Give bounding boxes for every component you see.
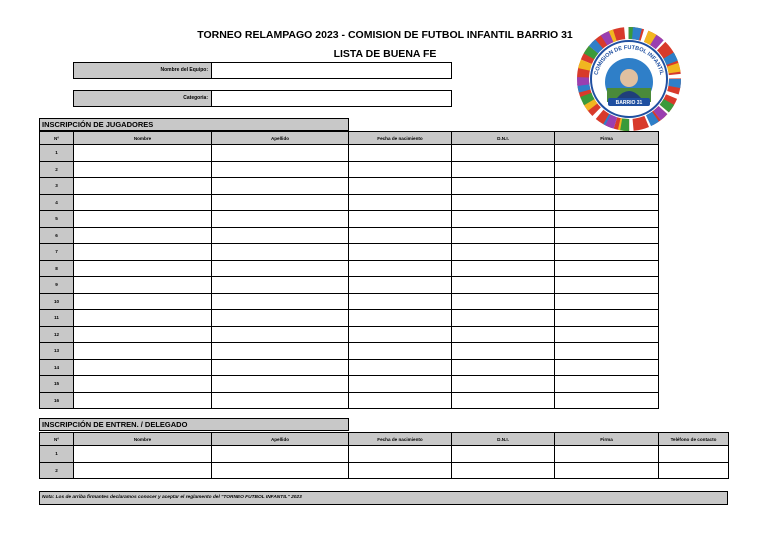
player-face-icon [620,69,638,87]
staff-column-header: Firma [555,433,659,446]
player-cell[interactable] [212,359,349,376]
player-row [40,392,659,409]
player-cell[interactable] [555,244,659,261]
club-logo [571,26,687,132]
player-cell[interactable] [349,161,452,178]
player-cell[interactable] [452,145,555,162]
player-cell[interactable] [212,227,349,244]
staff-row-number: 2 [40,462,74,479]
player-cell[interactable] [452,326,555,343]
staff-column-header: Apellido [212,433,349,446]
category-row [73,90,452,107]
player-cell[interactable] [452,343,555,360]
player-row [40,227,659,244]
staff-cell[interactable] [555,446,659,463]
player-row-number: 10 [40,293,74,310]
player-cell[interactable] [74,227,212,244]
player-cell[interactable] [212,326,349,343]
player-column-header: D.N.I. [452,132,555,145]
player-cell[interactable] [555,277,659,294]
player-cell[interactable] [452,293,555,310]
player-cell[interactable] [349,343,452,360]
player-cell[interactable] [212,211,349,228]
player-row [40,194,659,211]
player-row-number: 1 [40,145,74,162]
category-label: Categoria: [74,91,212,106]
player-cell[interactable] [555,194,659,211]
player-row-number: 8 [40,260,74,277]
staff-table [39,432,729,479]
staff-cell[interactable] [212,462,349,479]
player-cell[interactable] [349,211,452,228]
player-cell[interactable] [74,211,212,228]
staff-row [40,446,729,463]
staff-cell[interactable] [659,462,729,479]
player-cell[interactable] [74,194,212,211]
staff-cell[interactable] [452,462,555,479]
player-cell[interactable] [452,376,555,393]
player-cell[interactable] [349,145,452,162]
player-cell[interactable] [212,260,349,277]
regulation-note: Nota: Los de arriba firmantes declaramos conocer y aceptar el reglamento del "TORNEO FUTBOL INFANTIL" 2023 [39,491,728,505]
team-name-row [73,62,452,79]
player-cell[interactable] [452,260,555,277]
player-cell[interactable] [555,161,659,178]
staff-section-title: INSCRIPCIÓN DE ENTREN. / DELEGADO [39,418,349,431]
player-row-number: 7 [40,244,74,261]
player-cell[interactable] [555,343,659,360]
player-row [40,277,659,294]
player-cell[interactable] [74,293,212,310]
player-row-number: 14 [40,359,74,376]
player-row-number: 16 [40,392,74,409]
player-cell[interactable] [212,392,349,409]
player-row [40,145,659,162]
team-name-label: Nombre del Equipo: [74,63,212,78]
player-cell[interactable] [349,277,452,294]
player-cell[interactable] [74,359,212,376]
player-column-header: Fecha de nacimiento [349,132,452,145]
player-cell[interactable] [555,145,659,162]
player-cell[interactable] [212,178,349,195]
player-cell[interactable] [212,343,349,360]
player-cell[interactable] [555,260,659,277]
player-row [40,343,659,360]
player-row-number: 3 [40,178,74,195]
team-name-field[interactable] [212,63,451,78]
staff-column-header: Nº [40,433,74,446]
player-cell[interactable] [349,310,452,327]
staff-cell[interactable] [74,446,212,463]
player-cell[interactable] [452,161,555,178]
staff-cell[interactable] [349,462,452,479]
player-row [40,293,659,310]
player-cell[interactable] [349,293,452,310]
player-row [40,211,659,228]
staff-column-header: D.N.I. [452,433,555,446]
player-cell[interactable] [452,392,555,409]
player-row [40,244,659,261]
staff-row-number: 1 [40,446,74,463]
player-row [40,376,659,393]
player-cell[interactable] [452,359,555,376]
staff-column-header: Teléfono de contacto [659,433,729,446]
players-section-title: INSCRIPCIÓN DE JUGADORES [39,118,349,131]
player-cell[interactable] [74,260,212,277]
staff-header-row [40,433,729,446]
player-column-header: Apellido [212,132,349,145]
staff-row [40,462,729,479]
logo-ring-text: COMISION DE FUTBOL INFANTIL [593,44,665,76]
player-cell[interactable] [555,211,659,228]
players-header-row [40,132,659,145]
player-cell[interactable] [555,326,659,343]
staff-cell[interactable] [212,446,349,463]
player-cell[interactable] [555,293,659,310]
player-cell[interactable] [74,343,212,360]
category-field[interactable] [212,91,451,106]
player-cell[interactable] [212,145,349,162]
player-cell[interactable] [452,178,555,195]
player-cell[interactable] [212,194,349,211]
player-row-number: 6 [40,227,74,244]
player-row-number: 12 [40,326,74,343]
staff-cell[interactable] [349,446,452,463]
players-table [39,131,659,409]
player-cell[interactable] [349,260,452,277]
player-row-number: 11 [40,310,74,327]
player-cell[interactable] [74,277,212,294]
staff-cell[interactable] [555,462,659,479]
player-row-number: 15 [40,376,74,393]
player-row [40,178,659,195]
player-row-number: 2 [40,161,74,178]
logo-badge-text: BARRIO 31 [615,100,643,106]
staff-cell[interactable] [659,446,729,463]
player-cell[interactable] [349,376,452,393]
player-column-header: Firma [555,132,659,145]
staff-column-header: Nombre [74,433,212,446]
player-cell[interactable] [74,326,212,343]
player-cell[interactable] [212,161,349,178]
player-cell[interactable] [74,310,212,327]
player-cell[interactable] [555,376,659,393]
player-cell[interactable] [452,227,555,244]
staff-cell[interactable] [452,446,555,463]
player-row [40,359,659,376]
player-row-number: 13 [40,343,74,360]
player-cell[interactable] [555,178,659,195]
player-cell[interactable] [349,194,452,211]
player-cell[interactable] [74,392,212,409]
player-row-number: 5 [40,211,74,228]
player-cell[interactable] [349,392,452,409]
player-cell[interactable] [212,310,349,327]
player-cell[interactable] [212,277,349,294]
player-cell[interactable] [452,194,555,211]
player-cell[interactable] [212,244,349,261]
player-cell[interactable] [74,145,212,162]
player-cell[interactable] [74,178,212,195]
player-cell[interactable] [349,359,452,376]
player-cell[interactable] [555,392,659,409]
player-cell[interactable] [74,376,212,393]
player-row-number: 4 [40,194,74,211]
player-cell[interactable] [555,227,659,244]
player-cell[interactable] [452,310,555,327]
player-cell[interactable] [74,244,212,261]
player-cell[interactable] [349,326,452,343]
staff-cell[interactable] [74,462,212,479]
player-cell[interactable] [452,277,555,294]
staff-column-header: Fecha de nacimiento [349,433,452,446]
player-cell[interactable] [555,359,659,376]
player-cell[interactable] [349,244,452,261]
player-cell[interactable] [349,227,452,244]
player-row [40,161,659,178]
player-cell[interactable] [349,178,452,195]
player-row-number: 9 [40,277,74,294]
player-cell[interactable] [452,211,555,228]
player-row [40,310,659,327]
player-cell[interactable] [212,293,349,310]
player-column-header: Nombre [74,132,212,145]
document-title: TORNEO RELAMPAGO 2023 - COMISION DE FUTBOL INFANTIL BARRIO 31 [197,29,573,41]
player-row [40,326,659,343]
player-cell[interactable] [452,244,555,261]
player-cell[interactable] [555,310,659,327]
document-subtitle: LISTA DE BUENA FE [333,48,437,60]
player-column-header: Nº [40,132,74,145]
player-cell[interactable] [212,376,349,393]
player-row [40,260,659,277]
player-cell[interactable] [74,161,212,178]
